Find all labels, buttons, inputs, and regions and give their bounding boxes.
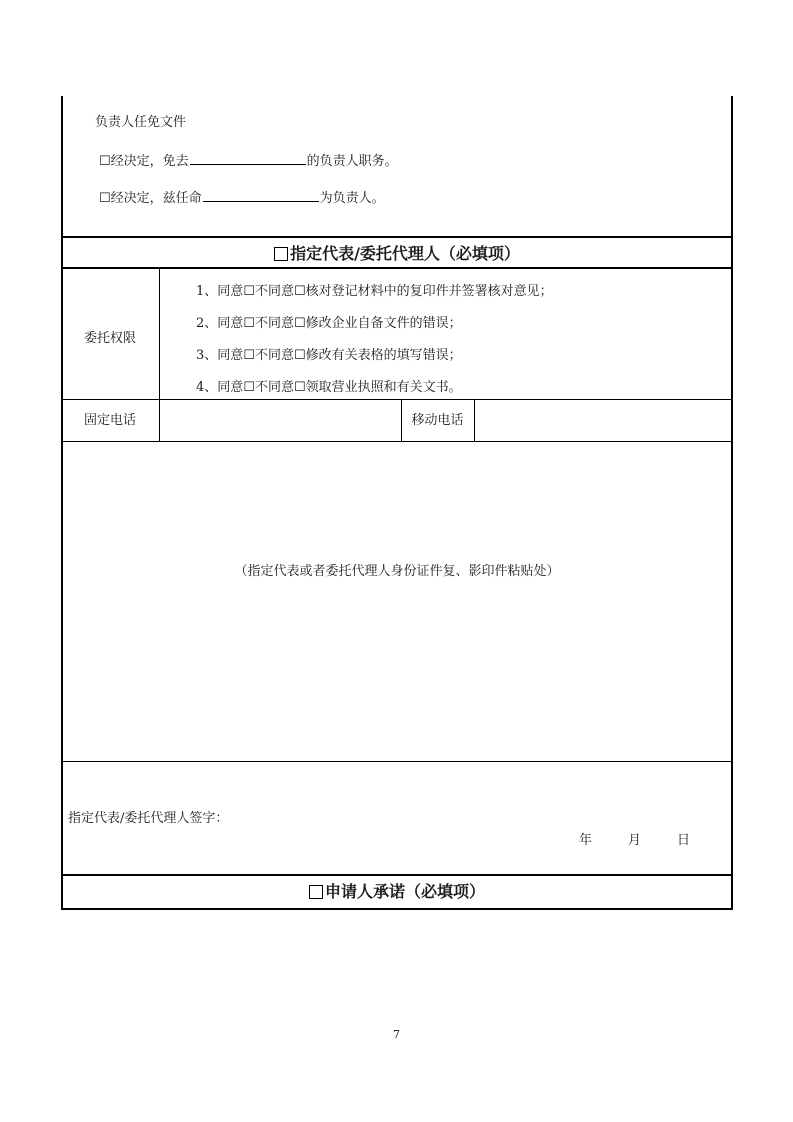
authority-item-num: 1、 (196, 284, 218, 299)
section1-top-border (61, 236, 733, 238)
form-border-left (61, 96, 63, 910)
form-border-bottom (61, 908, 733, 910)
agree-label: 同意 (217, 380, 244, 395)
section1-title (61, 244, 733, 264)
form-border-right (731, 96, 733, 910)
mobile-phone-label: 移动电话 (411, 413, 464, 428)
dismiss-checkbox[interactable]: ☐ (99, 154, 111, 169)
authority-item-3 (196, 348, 462, 364)
authority-item-2 (196, 316, 462, 332)
authority-item-1 (196, 284, 553, 300)
page-number: 7 (393, 1028, 400, 1041)
mobile-phone-value[interactable] (481, 413, 721, 429)
agree-label: 同意 (217, 348, 244, 363)
disagree-checkbox[interactable]: ☐ (293, 380, 306, 395)
phone-divider-2 (474, 400, 475, 441)
dismiss-suffix: 的负责人职务。 (306, 154, 398, 169)
authority-divider (159, 268, 160, 441)
authority-item-num: 2、 (196, 316, 218, 331)
appoint-prefix: 经决定，兹任命 (110, 191, 202, 206)
authority-item-num: 3、 (196, 348, 218, 363)
date-day: 日 (677, 833, 691, 848)
disagree-label: 不同意 (254, 380, 294, 395)
appoint-suffix: 为负责人。 (319, 191, 385, 206)
agree-checkbox[interactable]: ☐ (243, 316, 255, 331)
disagree-checkbox[interactable]: ☐ (293, 316, 306, 331)
phone-row-bottom-border (61, 441, 733, 442)
section1-bottom-border (61, 267, 733, 269)
disagree-label: 不同意 (254, 284, 294, 299)
appoint-checkbox[interactable]: ☐ (99, 191, 111, 206)
dismissal-line-1 (99, 151, 398, 170)
authority-item-text: 修改有关表格的填写错误； (305, 348, 462, 363)
section1-title-text: 指定代表/委托代理人（必填项） (290, 244, 520, 263)
authority-item-num: 4、 (196, 380, 218, 395)
paste-area-bottom-border (61, 761, 733, 762)
fixed-phone-value[interactable] (165, 413, 395, 429)
section2-checkbox[interactable] (309, 885, 323, 899)
agree-label: 同意 (217, 284, 244, 299)
agree-label: 同意 (217, 316, 244, 331)
section1-checkbox[interactable] (274, 247, 288, 261)
dismissal-title: 负责人任免文件 (95, 115, 187, 130)
dismiss-prefix: 经决定，免去 (110, 154, 189, 169)
id-paste-area-text: （指定代表或者委托代理人身份证件复、影印件粘贴处） (234, 564, 560, 579)
section2-title (61, 882, 733, 902)
authority-item-4 (196, 380, 462, 396)
date-month: 月 (628, 833, 642, 848)
section2-top-border (61, 874, 733, 876)
dismiss-name-field[interactable] (190, 151, 306, 165)
fixed-phone-label: 固定电话 (83, 413, 136, 428)
date-year: 年 (579, 833, 593, 848)
disagree-checkbox[interactable]: ☐ (293, 348, 306, 363)
agree-checkbox[interactable]: ☐ (243, 284, 255, 299)
appoint-name-field[interactable] (203, 188, 319, 202)
agree-checkbox[interactable]: ☐ (243, 348, 255, 363)
authority-item-text: 修改企业自备文件的错误； (305, 316, 462, 331)
registration-form (61, 96, 733, 910)
phone-row-top-border (61, 399, 733, 400)
appointment-line (99, 188, 385, 207)
authority-label: 委托权限 (83, 331, 136, 346)
disagree-checkbox[interactable]: ☐ (293, 284, 306, 299)
section2-title-text: 申请人承诺（必填项） (324, 882, 485, 901)
authority-item-text: 核对登记材料中的复印件并签署核对意见； (305, 284, 553, 299)
disagree-label: 不同意 (254, 316, 294, 331)
agree-checkbox[interactable]: ☐ (243, 380, 255, 395)
disagree-label: 不同意 (254, 348, 294, 363)
signature-label: 指定代表/委托代理人签字： (68, 811, 229, 826)
signature-date (579, 833, 690, 849)
authority-item-text: 领取营业执照和有关文书。 (305, 380, 462, 395)
